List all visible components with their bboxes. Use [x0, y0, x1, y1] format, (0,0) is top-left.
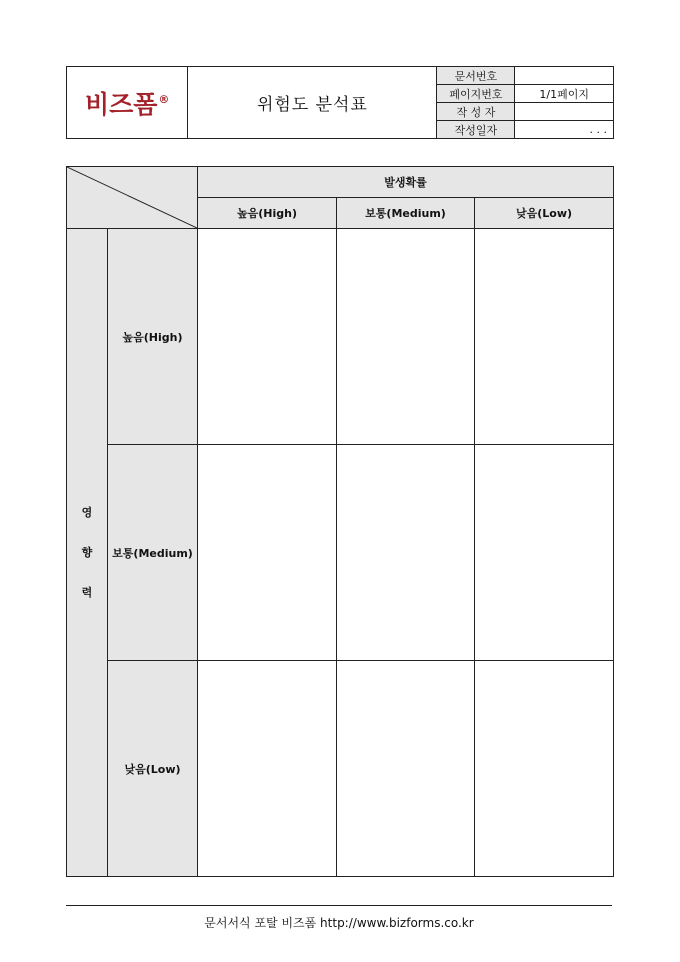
- document-title: 위험도 분석표: [188, 67, 437, 139]
- impact-char-3: 력: [81, 585, 93, 599]
- cell-impact-medium-prob-high[interactable]: [198, 445, 337, 661]
- cell-impact-high-prob-medium[interactable]: [337, 229, 475, 445]
- probability-header: 발생확률: [198, 167, 614, 198]
- footer-text: 문서서식 포탈 비즈폼 http://www.bizforms.co.kr: [204, 916, 474, 930]
- risk-matrix: [66, 166, 614, 877]
- impact-header: [67, 229, 108, 877]
- cell-impact-high-prob-high[interactable]: [198, 229, 337, 445]
- impact-low-header: 낮음(Low): [108, 661, 198, 877]
- cell-impact-high-prob-low[interactable]: [475, 229, 614, 445]
- impact-char-1: 영: [81, 505, 93, 519]
- impact-high-header: 높음(High): [108, 229, 198, 445]
- corner-diagonal-cell: [67, 167, 198, 229]
- cell-impact-medium-prob-medium[interactable]: [337, 445, 475, 661]
- footer-divider: [66, 905, 612, 906]
- impact-char-2: 향: [81, 545, 93, 559]
- document-header: [66, 66, 614, 139]
- probability-low-header: 낮음(Low): [475, 198, 614, 229]
- meta-label-date: 작성일자: [437, 121, 515, 139]
- bizforms-logo: 비즈폼®: [84, 89, 170, 119]
- meta-value-date[interactable]: . . .: [515, 121, 614, 139]
- probability-medium-header: 보통(Medium): [337, 198, 475, 229]
- cell-impact-low-prob-medium[interactable]: [337, 661, 475, 877]
- impact-medium-header: 보통(Medium): [108, 445, 198, 661]
- diagonal-line: [67, 167, 197, 228]
- cell-impact-medium-prob-low[interactable]: [475, 445, 614, 661]
- meta-value-page-number[interactable]: 1/1페이지: [515, 85, 614, 103]
- meta-value-author[interactable]: [515, 103, 614, 121]
- meta-label-author: 작 성 자: [437, 103, 515, 121]
- meta-label-page-number: 페이지번호: [437, 85, 515, 103]
- meta-label-doc-number: 문서번호: [437, 67, 515, 85]
- cell-impact-low-prob-low[interactable]: [475, 661, 614, 877]
- cell-impact-low-prob-high[interactable]: [198, 661, 337, 877]
- meta-value-doc-number[interactable]: [515, 67, 614, 85]
- probability-high-header: 높음(High): [198, 198, 337, 229]
- logo-cell: [67, 67, 188, 139]
